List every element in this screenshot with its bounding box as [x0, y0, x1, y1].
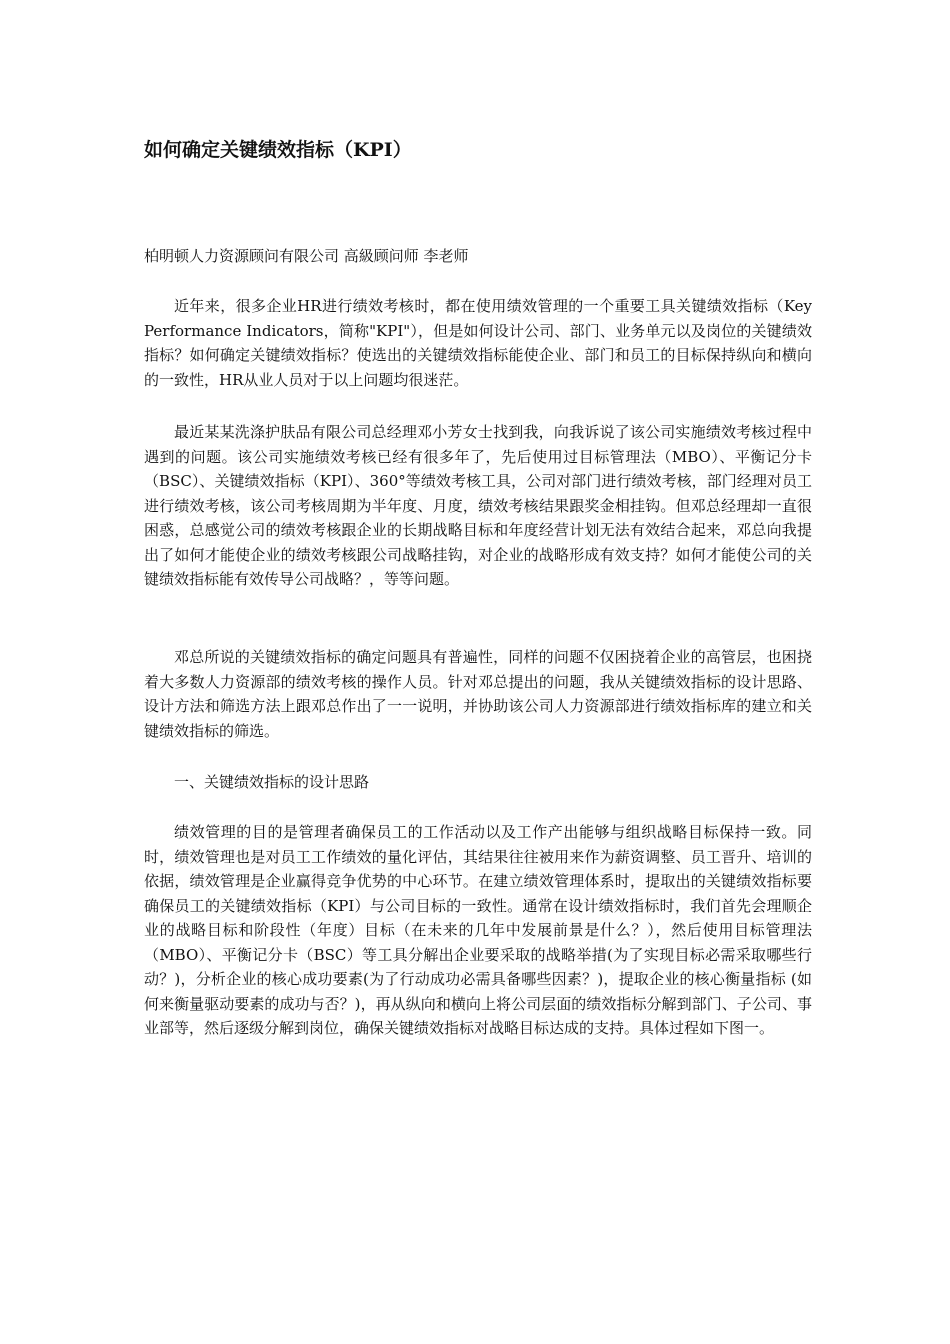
- intro-paragraph: 近年来，很多企业HR进行绩效考核时，都在使用绩效管理的一个重要工具关键绩效指标（Key Performance Indicators，简称"KPI"），但是如何设计公司、部门、业务单元以及岗位的关键绩效指标？如何确定关键绩效指标？使选出的关键绩效指标能使企业、部门和员工的目标保持纵向和横向的一致性，HR从业人员对于以上问题均很迷茫。: [144, 297, 812, 389]
- section-paragraph: 绩效管理的目的是管理者确保员工的工作活动以及工作产出能够与组织战略目标保持一致。同时，绩效管理也是对员工工作绩效的量化评估，其结果往往被用来作为薪资调整、员工晋升、培训的依据，绩效管理是企业赢得竞争优势的中心环节。在建立绩效管理体系时，提取出的关键绩效指标要确保员工的关键绩效指标（KPI）与公司目标的一致性。通常在设计绩效指标时，我们首先会理顺企业的战略目标和阶段性（年度）目标（在未来的几年中发展前景是什么？），然后使用目标管理法（MBO）、平衡记分卡（BSC）等工具分解出企业要采取的战略举措(为了实现目标必需采取哪些行动？)，分析企业的核心成功要素(为了行动成功必需具备哪些因素？)，提取企业的核心衡量指标 (如何来衡量驱动要素的成功与否？)，再从纵向和横向上将公司层面的绩效指标分解到部门、子公司、事业部等，然后逐级分解到岗位，确保关键绩效指标对战略目标达成的支持。具体过程如下图一。: [144, 823, 812, 1037]
- document-title: 如何确定关键绩效指标（KPI）: [144, 139, 412, 161]
- section-heading: 一、关键绩效指标的设计思路: [174, 773, 370, 791]
- response-paragraph: 邓总所说的关键绩效指标的确定问题具有普遍性，同样的问题不仅困挠着企业的高管层，也困挠着大多数人力资源部的绩效考核的操作人员。针对邓总提出的问题，我从关键绩效指标的设计思路、设计方法和筛选方法上跟邓总作出了一一说明，并协助该公司人力资源部进行绩效指标库的建立和关键绩效指标的筛选。: [144, 648, 812, 740]
- author-byline: 柏明顿人力资源顾问有限公司 高級顾问师 李老师: [144, 247, 469, 265]
- case-paragraph: 最近某某洗涤护肤品有限公司总经理邓小芳女士找到我，向我诉说了该公司实施绩效考核过程中遇到的问题。该公司实施绩效考核已经有很多年了，先后使用过目标管理法（MBO）、平衡记分卡（BSC）、关键绩效指标（KPI）、360°等绩效考核工具，公司对部门进行绩效考核，部门经理对员工进行绩效考核，该公司考核周期为半年度、月度，绩效考核结果跟奖金相挂钩。但邓总经理却一直很困惑，总感觉公司的绩效考核跟企业的长期战略目标和年度经营计划无法有效结合起来，邓总向我提出了如何才能使企业的绩效考核跟公司战略挂钩，对企业的战略形成有效支持？如何才能使公司的关键绩效指标能有效传导公司战略？，等等问题。: [144, 423, 812, 588]
